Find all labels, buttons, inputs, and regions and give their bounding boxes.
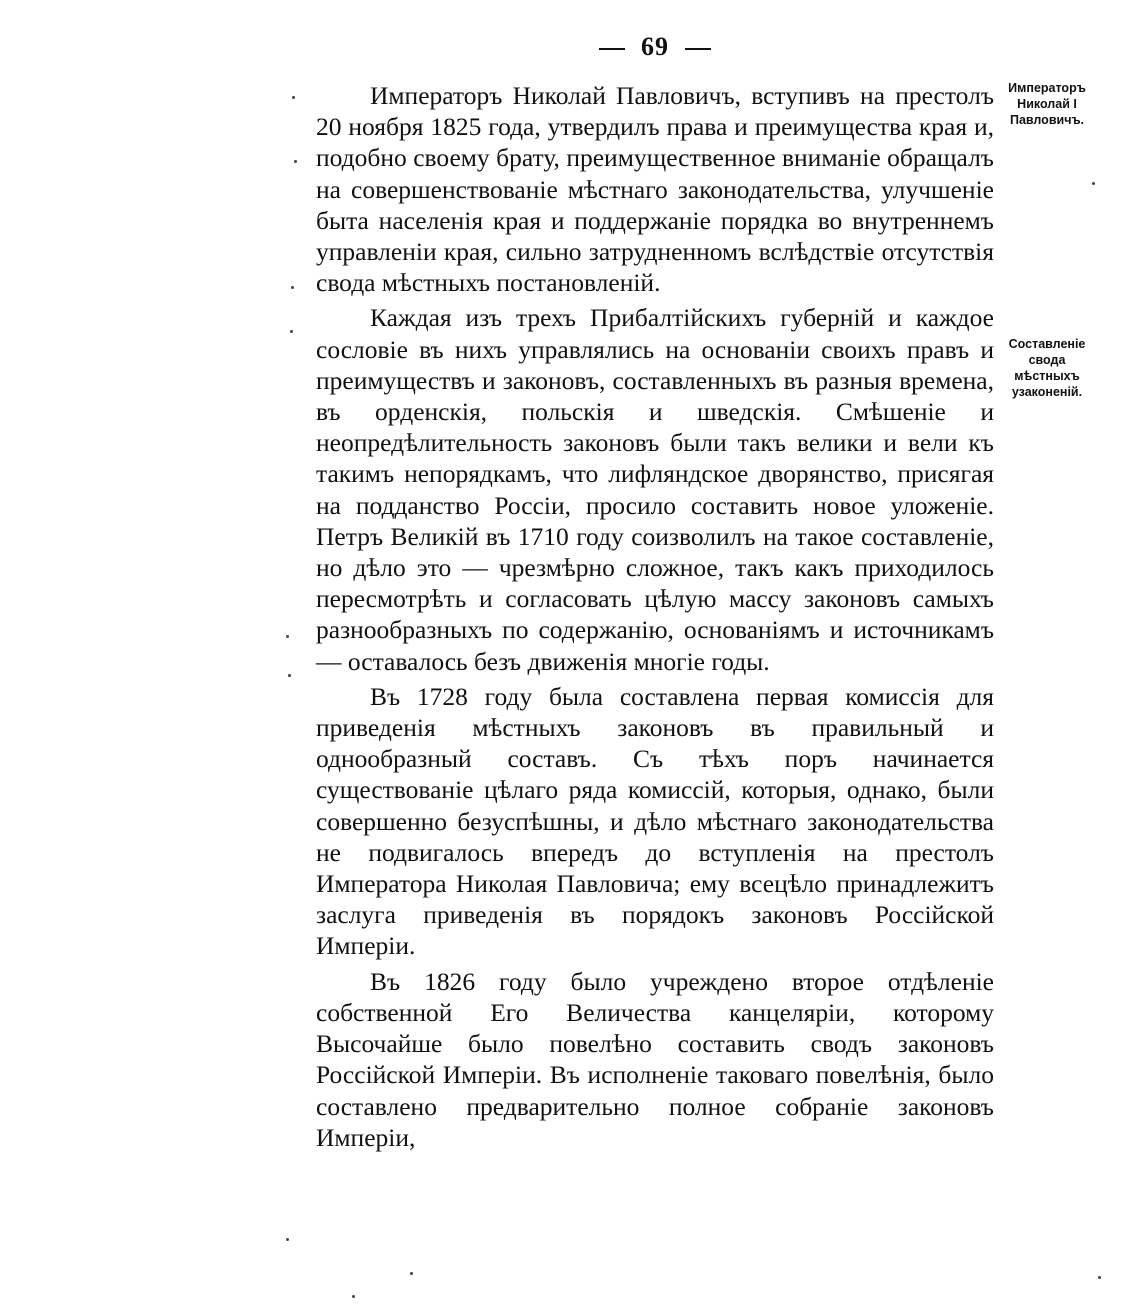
margin-note-line: мѣстныхъ [1014, 369, 1080, 383]
scan-speck [1092, 182, 1095, 185]
margin-note-emperor [1000, 80, 1094, 128]
margin-note-line: Павловичъ. [1009, 113, 1085, 127]
scan-speck [286, 635, 289, 638]
margin-note-line: Составленіе [1008, 337, 1086, 351]
dash-left [599, 48, 625, 50]
page-number [0, 32, 1140, 62]
margin-note-code [1000, 336, 1094, 400]
margin-note-line: Николай I [1017, 97, 1077, 111]
page-number-text: 69 [641, 32, 669, 61]
scan-speck [292, 96, 295, 99]
scan-speck [410, 1272, 413, 1275]
margin-note-line: Императоръ [1008, 81, 1086, 95]
paragraph-2: Каждая изъ трехъ Прибалтійскихъ губерній и каждое сословіе въ нихъ управлялись на основаніи своихъ правъ и преимуществъ и законовъ, составленныхъ въ разныя времена, въ орденскія, польскія и шведскія. Смѣшеніе и неопредѣлительность законовъ были такъ велики и вели къ такимъ непорядкамъ, что лифляндское дворянство, присягая на подданство Россіи, просило составить новое уложеніе. Петръ Великій въ 1710 году соизволилъ на такое составленіе, но дѣло это — чрезмѣрно сложное, такъ какъ приходилось пересмотрѣть и согласовать цѣлую массу законовъ самыхъ разнообразныхъ по содержанію, основаніямъ и источникамъ — оставалось безъ движенія многіе годы. [316, 303, 994, 676]
paragraph-3: Въ 1728 году была составлена первая комиссія для приведенія мѣстныхъ законовъ въ правильный и однообразный составъ. Съ тѣхъ поръ начинается существованіе цѣлаго ряда комиссій, которыя, однако, были совершенно безуспѣшны, и дѣло мѣстнаго законодательства не подвигалось впередъ до вступленія на престолъ Императора Николая Павловича; ему всецѣло принадлежитъ заслуга приведенія въ порядокъ законовъ Россійской Имперіи. [316, 681, 994, 961]
scan-speck [352, 1295, 355, 1298]
main-text [316, 80, 994, 1157]
scan-speck [290, 330, 293, 333]
paragraph-4: Въ 1826 году было учреждено второе отдѣленіе собственной Его Величества канцеляріи, которому Высочайше было повелѣно составить сводъ законовъ Россійской Имперіи. Въ исполненіе таковаго повелѣнія, было составлено предварительно полное собраніе законовъ Имперіи, [316, 966, 994, 1152]
dash-right [685, 48, 711, 50]
scan-speck [294, 160, 297, 163]
scan-speck [288, 674, 291, 677]
margin-note-line: узаконеній. [1011, 385, 1083, 399]
margin-note-line: свода [1028, 353, 1066, 367]
paragraph-1: Императоръ Николай Павловичъ, вступивъ на престолъ 20 ноября 1825 года, утвердилъ права и преимущества края и, подобно своему брату, преимущественное вниманіе обращалъ на совершенствованіе мѣстнаго законодательства, улучшеніе быта населенія края и поддержаніе порядка во внутреннемъ управленіи края, сильно затрудненномъ вслѣдствіе отсутствія свода мѣстныхъ постановленій. [316, 81, 994, 298]
scan-speck [291, 286, 294, 289]
scan-speck [286, 1238, 289, 1241]
scan-speck [1098, 1276, 1101, 1279]
